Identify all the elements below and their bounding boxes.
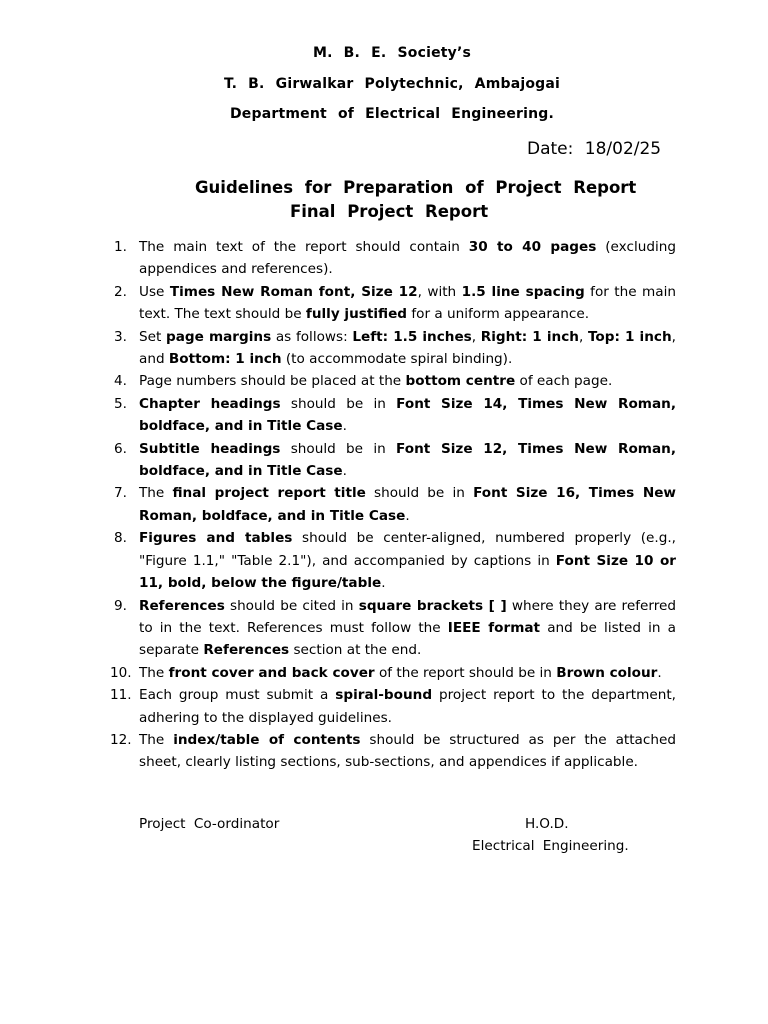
- guideline-number: 3.: [114, 328, 127, 345]
- guideline-emphasis: Font Size 12, Times New Roman, boldface, and in Title Case: [139, 440, 676, 480]
- guideline-emphasis: Font Size 14, Times New Roman, boldface, and in Title Case: [139, 395, 676, 435]
- guideline-number: 11.: [110, 687, 132, 704]
- guideline-emphasis: Times New Roman font, Size 12: [169, 283, 418, 300]
- guideline-text: for a uniform appearance.: [407, 306, 590, 323]
- guideline-text: The: [139, 731, 174, 748]
- guideline-text: ,: [578, 328, 588, 345]
- guideline-number: 4.: [114, 373, 127, 390]
- document-subtitle: Final Project Report: [290, 202, 489, 221]
- guideline-text: (excluding appendices and references).: [139, 239, 676, 278]
- guideline-item: [110, 482, 676, 527]
- hod-department: Electrical Engineering.: [472, 838, 629, 854]
- guideline-emphasis: Font Size 10 or 11, bold, below the figure/table: [139, 552, 676, 592]
- guideline-text: for the main text. The text should be: [139, 283, 677, 323]
- society-name: M. B. E. Society’s: [312, 45, 472, 61]
- guideline-emphasis: index/table of contents: [173, 731, 361, 748]
- guideline-text: The: [139, 485, 173, 502]
- guideline-text: , and: [139, 328, 676, 368]
- guideline-emphasis: References: [203, 642, 290, 659]
- guideline-number: 2.: [114, 283, 127, 300]
- guideline-text: as follows:: [271, 328, 353, 345]
- guideline-item: [110, 326, 676, 371]
- guideline-text: should be center-aligned, numbered properly (e.g., "Figure 1.1," "Table 2.1"), and accompanied by captions in: [139, 530, 676, 569]
- guideline-text: , with: [417, 283, 462, 300]
- guideline-number: 9.: [114, 597, 127, 614]
- guideline-emphasis: Brown colour: [556, 664, 658, 681]
- guideline-text: Use: [139, 283, 170, 300]
- guideline-item: [110, 527, 676, 594]
- guideline-emphasis: Figures and tables: [139, 530, 293, 547]
- guideline-emphasis: spiral-bound: [335, 687, 433, 704]
- guideline-emphasis: References: [139, 597, 225, 614]
- guideline-item: [110, 595, 676, 662]
- guidelines-list: [110, 236, 676, 774]
- guideline-emphasis: page margins: [166, 328, 272, 345]
- guideline-text: ,: [471, 328, 481, 345]
- guideline-emphasis: square brackets [ ]: [358, 597, 507, 614]
- guideline-text: Each group must submit a: [139, 687, 336, 704]
- guideline-emphasis: Left: 1.5 inches: [352, 328, 472, 345]
- guideline-text: of the report should be in: [374, 664, 557, 681]
- guideline-text: (to accommodate spiral binding).: [281, 351, 513, 368]
- guideline-item: [110, 438, 676, 483]
- guideline-text: should be structured as per the attached sheet, clearly listing sections, sub-sections, and appendices if applicable.: [139, 731, 676, 771]
- guideline-text: should be in: [280, 395, 397, 412]
- guideline-text: of each page.: [515, 373, 613, 390]
- guideline-text: should be in: [365, 485, 474, 502]
- guideline-text: should be cited in: [224, 597, 359, 614]
- guideline-item: [110, 370, 676, 392]
- guideline-item: [110, 729, 676, 774]
- guideline-text: where they are referred to in the text. References must follow the: [139, 597, 676, 636]
- guideline-number: 1.: [114, 239, 127, 255]
- guideline-text: Page numbers should be placed at the: [139, 373, 406, 390]
- guideline-emphasis: Top: 1 inch: [587, 328, 672, 345]
- guideline-item: [110, 662, 676, 684]
- guideline-number: 12.: [110, 731, 132, 748]
- guideline-text: Set: [139, 328, 167, 345]
- guideline-text: .: [405, 507, 410, 524]
- project-coordinator-signature: Project Co-ordinator: [139, 816, 280, 832]
- guideline-item: [110, 236, 676, 281]
- guideline-emphasis: Chapter headings: [139, 395, 281, 412]
- guideline-item: [110, 393, 676, 438]
- guideline-text: and be listed in a separate: [139, 619, 676, 659]
- document-date: Date: 18/02/25: [527, 139, 662, 159]
- guideline-emphasis: 1.5 line spacing: [461, 283, 585, 300]
- guideline-text: section at the end.: [289, 642, 422, 659]
- guideline-text: .: [657, 664, 662, 681]
- guideline-emphasis: Bottom: 1 inch: [168, 351, 282, 368]
- guideline-item: [110, 281, 676, 326]
- guideline-number: 6.: [114, 440, 127, 457]
- guideline-emphasis: 30 to 40 pages: [468, 239, 597, 255]
- guideline-text: The: [139, 664, 169, 681]
- guideline-emphasis: Right: 1 inch: [480, 328, 579, 345]
- guideline-text: The main text of the report should contain: [139, 239, 469, 255]
- guideline-text: should be in: [280, 440, 396, 457]
- guideline-number: 10.: [110, 664, 132, 681]
- guideline-text: .: [342, 418, 347, 435]
- guideline-text: .: [342, 463, 347, 480]
- guideline-item: [110, 684, 676, 729]
- institute-name: T. B. Girwalkar Polytechnic, Ambajogai: [223, 76, 561, 92]
- guideline-emphasis: bottom centre: [405, 373, 516, 390]
- guideline-emphasis: fully justified: [305, 306, 408, 323]
- document-title: Guidelines for Preparation of Project Report: [195, 178, 637, 197]
- guideline-emphasis: front cover and back cover: [168, 664, 375, 681]
- guideline-emphasis: IEEE format: [447, 619, 541, 636]
- guideline-emphasis: Font Size 16, Times New Roman, boldface, and in Title Case: [139, 485, 676, 524]
- guideline-emphasis: final project report title: [172, 485, 366, 502]
- guideline-number: 5.: [114, 395, 127, 412]
- guideline-number: 8.: [114, 530, 127, 547]
- guideline-emphasis: Subtitle headings: [139, 440, 281, 457]
- department-name: Department of Electrical Engineering.: [229, 106, 555, 122]
- guideline-text: project report to the department, adhering to the displayed guidelines.: [139, 687, 676, 726]
- guideline-text: .: [381, 575, 386, 592]
- guideline-number: 7.: [114, 485, 127, 502]
- hod-signature: H.O.D.: [525, 816, 569, 832]
